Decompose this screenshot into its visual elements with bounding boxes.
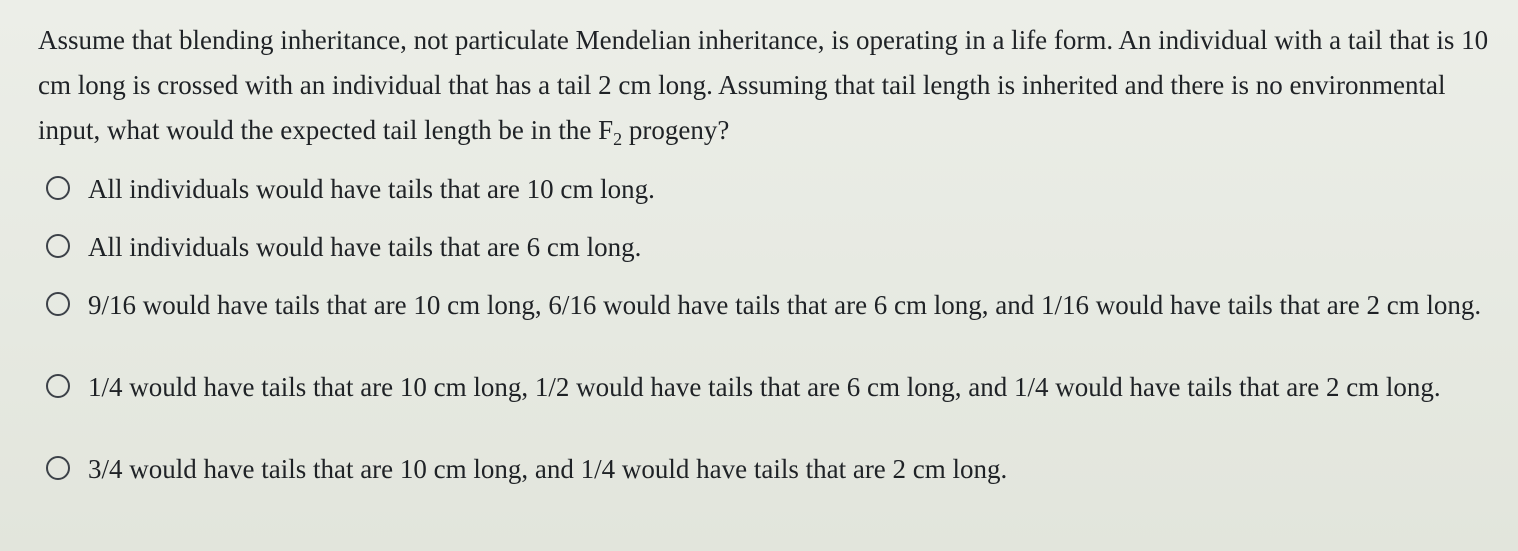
answer-option-label: 1/4 would have tails that are 10 cm long, 1/2 would have tails that are 6 cm long, and 1/4 would have tails that are 2 cm long. [88,372,1441,402]
answer-option-1[interactable] [46,168,1498,210]
answer-option-5[interactable] [46,448,1498,490]
question-text [38,18,1498,156]
radio-unselected-icon[interactable] [46,374,70,398]
answer-option-4[interactable] [46,366,1498,408]
question-text-end: progeny? [622,115,730,145]
question-text-main: Assume that blending inheritance, not particulate Mendelian inheritance, is operating in a life form. An individual with a tail that is 10 cm long is crossed with an individual that has a tail 2 cm long. Assuming that tail length is inherited and there is no environmental input, what would the expected tail length be in the F [38,25,1489,145]
answer-option-label: All individuals would have tails that are 10 cm long. [88,174,655,204]
answer-option-label: 3/4 would have tails that are 10 cm long, and 1/4 would have tails that are 2 cm long. [88,454,1008,484]
question-card [38,18,1498,538]
answer-option-label: All individuals would have tails that are 6 cm long. [88,232,642,262]
radio-unselected-icon[interactable] [46,176,70,200]
answer-option-3[interactable] [46,284,1498,326]
question-subscript: 2 [613,129,623,149]
radio-unselected-icon[interactable] [46,292,70,316]
answer-option-label: 9/16 would have tails that are 10 cm long, 6/16 would have tails that are 6 cm long, and 1/16 would have tails that are 2 cm long. [88,290,1482,320]
radio-unselected-icon[interactable] [46,456,70,480]
radio-unselected-icon[interactable] [46,234,70,258]
answer-option-2[interactable] [46,226,1498,268]
